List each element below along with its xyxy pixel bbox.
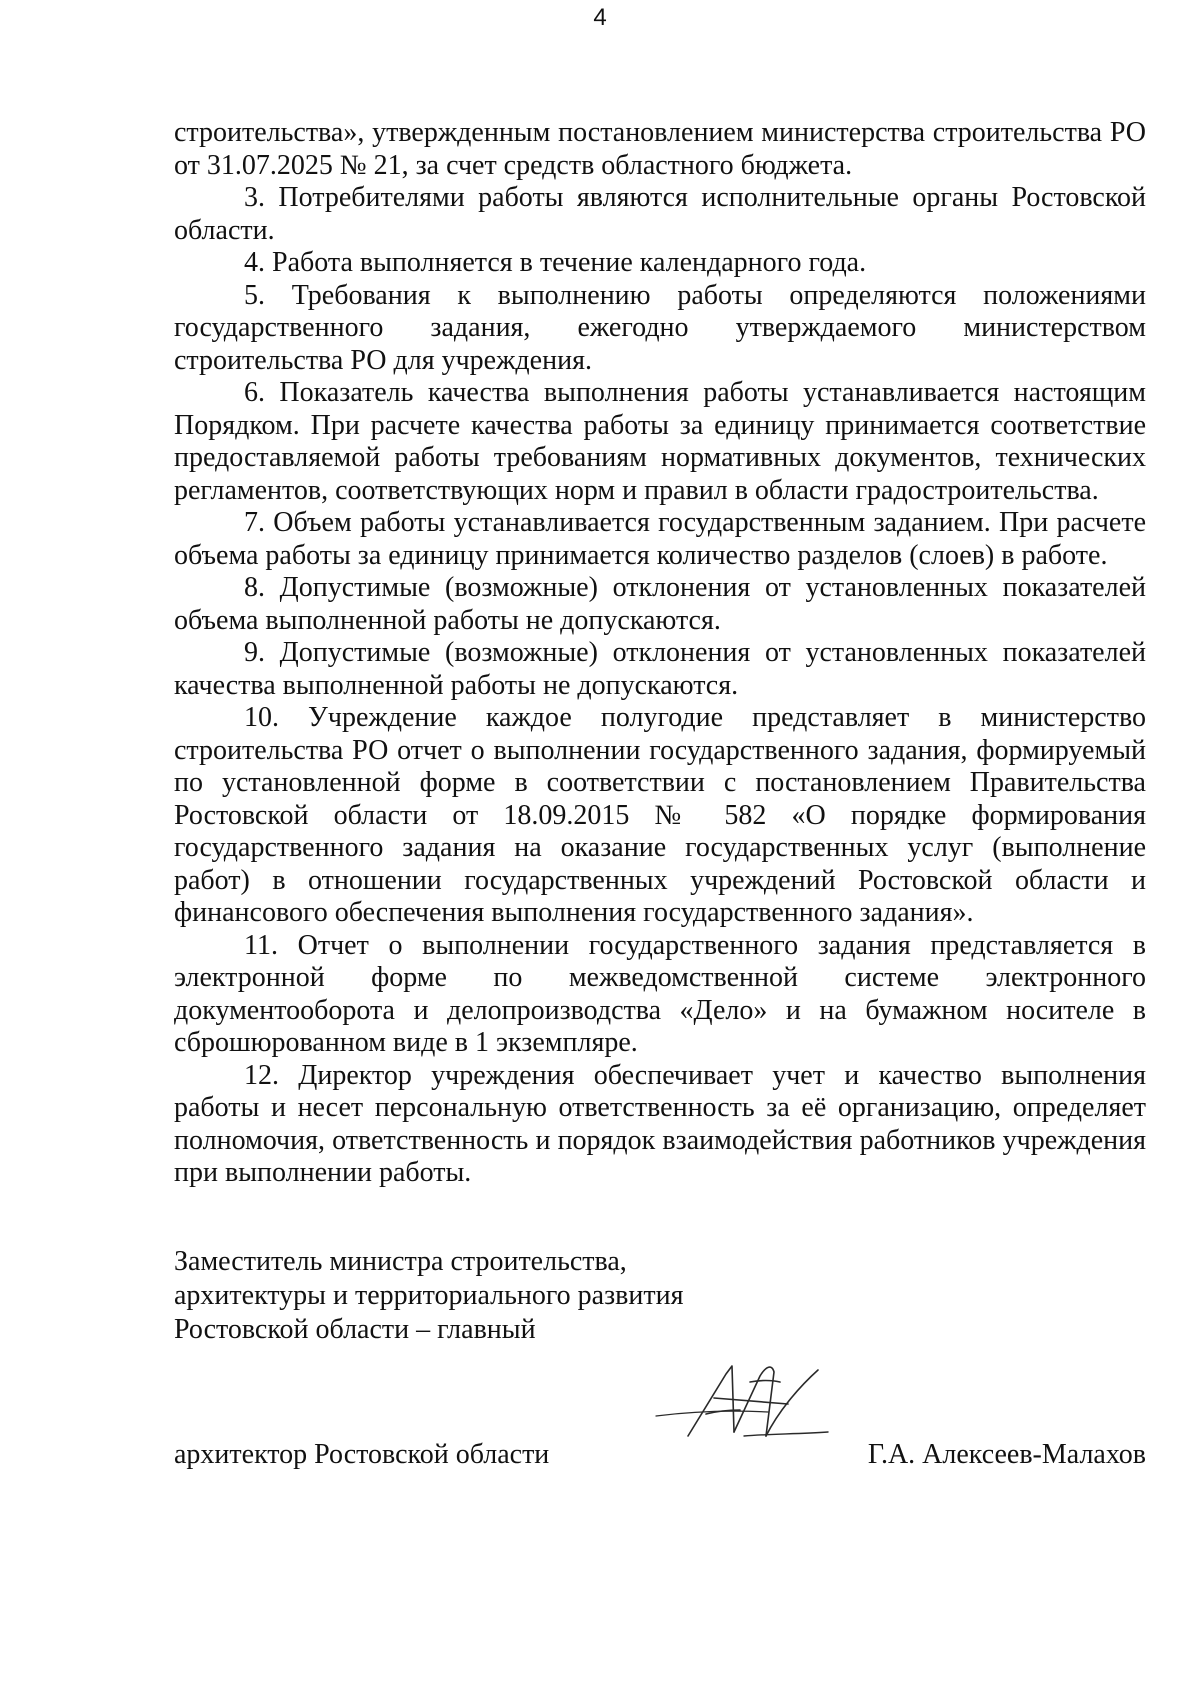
signatory-name: Г.А. Алексеев-Малахов <box>867 1439 1146 1470</box>
signature-line <box>174 1438 1146 1474</box>
page-number: 4 <box>593 4 607 31</box>
paragraph-item-11: 11. Отчет о выполнении государственного задания представляется в электронной форме по межведомственной системе электронного документооборота и делопроизводства «Дело» и на бумажном носителе в сброшюрованном виде в 1 экземпляре. <box>174 929 1146 1058</box>
document-body <box>174 117 1146 1190</box>
paragraph-item-12: 12. Директор учреждения обеспечивает учет и качество выполнения работы и несет персональную ответственность за её организацию, определяет полномочия, ответственность и порядок взаимодействия работников учреждения при выполнении работы. <box>174 1059 1146 1188</box>
paragraph-item-10: 10. Учреждение каждое полугодие представляет в министерство строительства РО отчет о выполнении государственного задания, формируемый по установленной форме в соответствии с постановлением Правительства Ростовской области от 18.09.2015 № 582 «О порядке формирования государственного задания на оказание государственных услуг (выполнение работ) в отношении государственных учреждений Ростовской области и финансового обеспечения выполнения государственного задания». <box>174 702 1146 928</box>
paragraph-item-8: 8. Допустимые (возможные) отклонения от установленных показателей объема выполненной работы не допускаются. <box>174 572 1146 636</box>
paragraph-item-4: 4. Работа выполняется в течение календарного года. <box>244 247 867 278</box>
paragraph-item-9: 9. Допустимые (возможные) отклонения от установленных показателей качества выполненной работы не допускаются. <box>174 637 1146 701</box>
paragraph-item-3: 3. Потребителями работы являются исполнительные органы Ростовской области. <box>174 182 1146 246</box>
paragraph-item-5: 5. Требования к выполнению работы определяются положениями государственного задания, ежегодно утверждаемого министерством строительства РО для учреждения. <box>174 279 1146 376</box>
signatory-position-block <box>174 1245 1146 1347</box>
signatory-position-last-line: архитектор Ростовской области <box>174 1439 550 1470</box>
signatory-position-line: архитектуры и территориального развития <box>174 1280 684 1311</box>
paragraph-continuation: строительства», утвержденным постановлением министерства строительства РО от 31.07.2025 № 21, за счет средств областного бюджета. <box>174 117 1146 181</box>
signatory-position-line: Заместитель министра строительства, <box>174 1246 627 1277</box>
signatory-position-line: Ростовской области – главный <box>174 1314 536 1345</box>
paragraph-item-6: 6. Показатель качества выполнения работы устанавливается настоящим Порядком. При расчете качества работы за единицу принимается соответствие предоставляемой работы требованиям нормативных документов, технических регламентов, соответствующих норм и правил в области градостроительства. <box>174 377 1146 506</box>
paragraph-item-7: 7. Объем работы устанавливается государственным заданием. При расчете объема работы за единицу принимается количество разделов (слоев) в работе. <box>174 507 1146 571</box>
